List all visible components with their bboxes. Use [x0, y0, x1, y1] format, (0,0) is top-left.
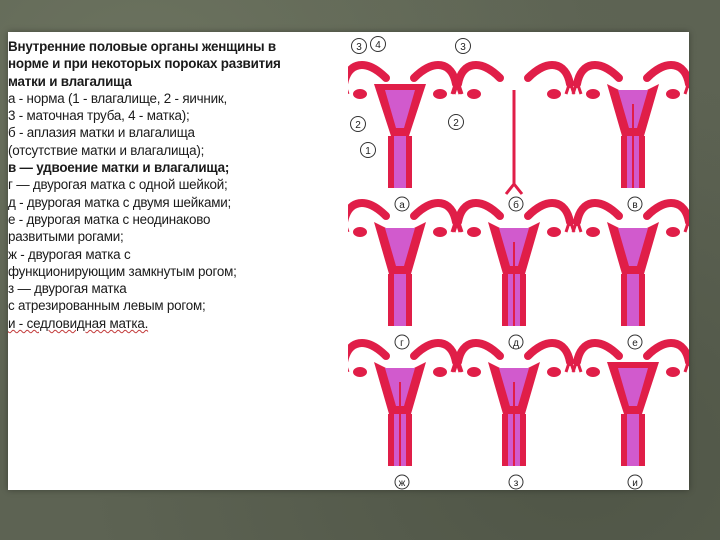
- uterus-figure: [573, 65, 689, 211]
- ovary: [467, 227, 481, 237]
- caption-line: г — двурогая матка с одной шейкой;: [8, 177, 228, 193]
- ovary: [666, 367, 680, 377]
- ovary: [547, 89, 561, 99]
- ovary: [666, 89, 680, 99]
- caption-line: ж - двурогая матка с: [8, 246, 131, 262]
- callout: [456, 39, 471, 54]
- caption-line: норме и при некоторых пороках развития: [8, 56, 281, 72]
- vaginal-canal: [394, 274, 406, 326]
- callout-number: 3: [356, 42, 362, 53]
- figure-label: в: [632, 200, 638, 211]
- figure-label: е: [632, 338, 638, 349]
- figure-label: ж: [398, 478, 406, 489]
- caption-line: б - аплазия матки и влагалища: [8, 125, 195, 141]
- ovary: [467, 367, 481, 377]
- slide-card: [8, 32, 689, 490]
- uterus-figure: [348, 203, 460, 349]
- caption-text: [8, 38, 348, 332]
- caption-line: Внутренние половые органы женщины в: [8, 39, 276, 54]
- caption-line: а - норма (1 - влагалище, 2 - яичник,: [8, 90, 228, 106]
- ovary: [666, 227, 680, 237]
- callout-number: 1: [365, 146, 371, 157]
- uterus-figure: [348, 343, 460, 489]
- uterus-figure: [573, 203, 689, 349]
- fallopian-tube: [348, 65, 456, 84]
- uterus-figure: [454, 343, 574, 489]
- figure-label: д: [513, 338, 519, 349]
- caption-line: е - двурогая матка с неодинаково: [8, 211, 211, 227]
- figure-label: г: [400, 338, 404, 349]
- caption-line: 3 - маточная труба, 4 - матка);: [8, 108, 190, 124]
- figure-label: б: [513, 200, 519, 211]
- ovary: [433, 89, 447, 99]
- caption-line: развитыми рогами;: [8, 229, 124, 245]
- ovary: [433, 227, 447, 237]
- ovary: [467, 89, 481, 99]
- caption-line: з — двурогая матка: [8, 281, 127, 297]
- ovary: [586, 89, 600, 99]
- caption-line: в — удвоение матки и влагалища;: [8, 160, 230, 176]
- ovary: [353, 227, 367, 237]
- caption-line: матки и влагалища: [8, 73, 132, 89]
- vestigial-cord: [506, 184, 522, 194]
- uterus-figure: [348, 65, 460, 211]
- caption-line: и - седловидная матка.: [8, 315, 149, 331]
- ovary: [547, 227, 561, 237]
- vaginal-canal: [627, 274, 639, 326]
- diagram-panel: [348, 32, 689, 490]
- callout-number: 2: [453, 118, 459, 129]
- ovary: [586, 227, 600, 237]
- caption-line: функционирующим замкнутым рогом;: [8, 263, 237, 279]
- ovary: [353, 367, 367, 377]
- ovary: [586, 367, 600, 377]
- callout: [371, 37, 386, 52]
- fallopian-tube: [577, 65, 689, 84]
- callout: [449, 115, 464, 130]
- callout: [361, 143, 376, 158]
- callout-number: 3: [460, 42, 466, 53]
- caption-line: с атрезированным левым рогом;: [8, 298, 206, 314]
- uterus-figure: [454, 203, 574, 349]
- vaginal-canal: [627, 414, 639, 466]
- ovary: [547, 367, 561, 377]
- uterus-figure: [573, 343, 689, 489]
- ovary: [353, 89, 367, 99]
- callout: [352, 39, 367, 54]
- callout: [351, 117, 366, 132]
- ovary: [433, 367, 447, 377]
- fallopian-tube: [458, 65, 570, 84]
- callout-number: 2: [355, 120, 361, 131]
- vaginal-canal: [394, 136, 406, 188]
- figure-label: и: [632, 478, 638, 489]
- figure-label: а: [399, 200, 405, 211]
- uterus-figure: [454, 65, 574, 211]
- figure-label: з: [513, 478, 519, 489]
- caption-line: (отсутствие матки и влагалища);: [8, 142, 205, 158]
- caption-line: д - двурогая матка с двумя шейками;: [8, 194, 232, 210]
- callout-number: 4: [375, 40, 381, 51]
- anatomy-diagram: [348, 32, 689, 490]
